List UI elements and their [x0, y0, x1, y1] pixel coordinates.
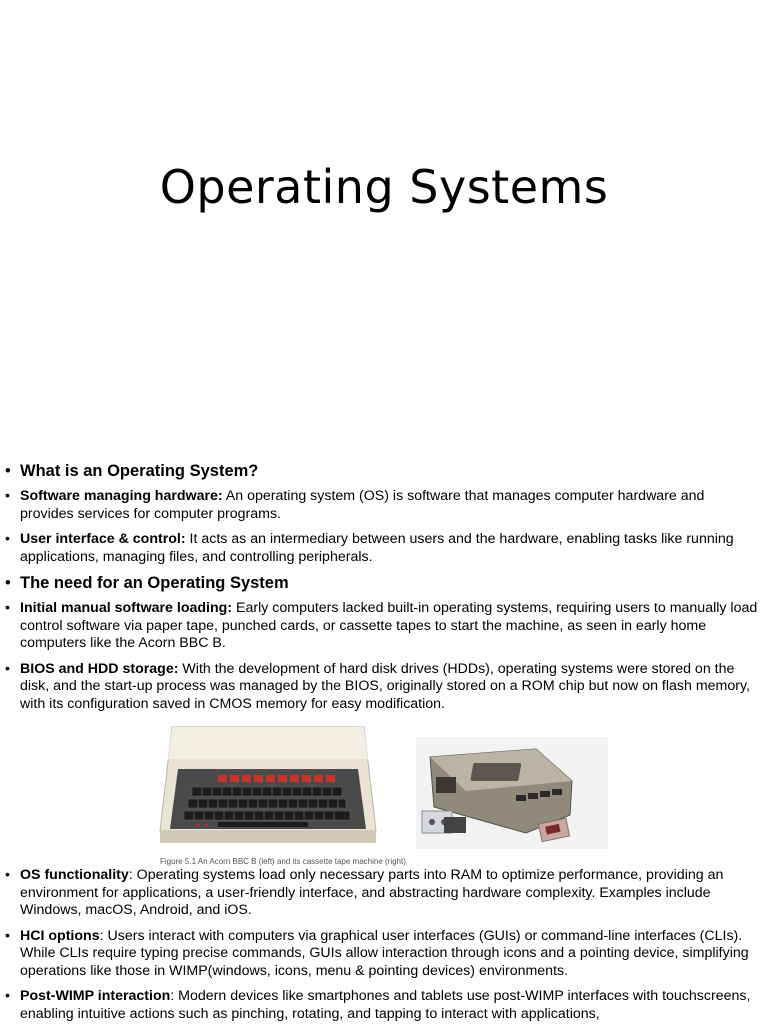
figure-caption: Figure 5.1 An Acorn BBC B (left) and its cassette tape machine (right) [160, 857, 406, 866]
list-item [0, 600, 768, 653]
page-title: Operating Systems [159, 160, 609, 214]
item-label: Post-WIMP interaction [20, 988, 171, 1004]
item-text: : Modern devices like smartphones and tablets use post-WIMP interfaces with touchscreens, enabling intuitive actions such as pinching, rotating, and tapping to interact with applications, [20, 988, 751, 1022]
item-label: User interface & control: [20, 531, 186, 547]
item-text: An operating system (OS) is software that manages computer hardware and provides services for computer programs. [20, 488, 705, 522]
section-heading: • The need for an Operating System [0, 572, 768, 594]
item-text: Early computers lacked built-in operating systems, requiring users to manually load control software via paper tape, punched cards, or cassette tapes to start the machine, as seen in early home computers like the Acorn BBC B. [20, 600, 758, 651]
content-area [0, 460, 768, 1023]
bbc-micro-image [158, 719, 378, 847]
item-label: OS functionality [20, 867, 129, 883]
item-text: It acts as an intermediary between users and the hardware, enabling tasks like running applications, managing files, and controlling peripherals. [20, 531, 734, 565]
item-label: HCI options [20, 927, 100, 944]
cassette-recorder-image [416, 737, 608, 849]
list-item [0, 661, 768, 714]
figure [0, 717, 768, 867]
list-item [0, 928, 768, 981]
list-item [0, 531, 768, 566]
item-label: Initial manual software loading: [20, 600, 233, 616]
list-item [0, 988, 768, 1023]
item-label: Software managing hardware: [20, 488, 223, 504]
item-label: BIOS and HDD storage: [20, 660, 179, 677]
list-item [0, 488, 768, 523]
list-item [0, 867, 768, 920]
item-text: With the development of hard disk drives (HDDs), operating systems were stored on the disk, and the start-up process was managed by the BIOS, originally stored on a ROM chip but now on flash memory, with its configuration saved in CMOS memory for easy modification. [20, 660, 750, 712]
item-text: : Users interact with computers via graphical user interfaces (GUIs) or command-line interfaces (CLIs). While CLIs require typing precise commands, GUIs allow interaction through icons and a pointing device, simplifying operations like those in WIMP(windows, icons, menu & pointing devices) environments. [20, 927, 749, 979]
section-heading: • What is an Operating System? [0, 460, 768, 482]
item-text: : Operating systems load only necessary parts into RAM to optimize performance, providing an environment for applications, a user-friendly interface, and abstracting hardware complexity. Examples include Windows, macOS, Android, and iOS. [20, 867, 724, 918]
